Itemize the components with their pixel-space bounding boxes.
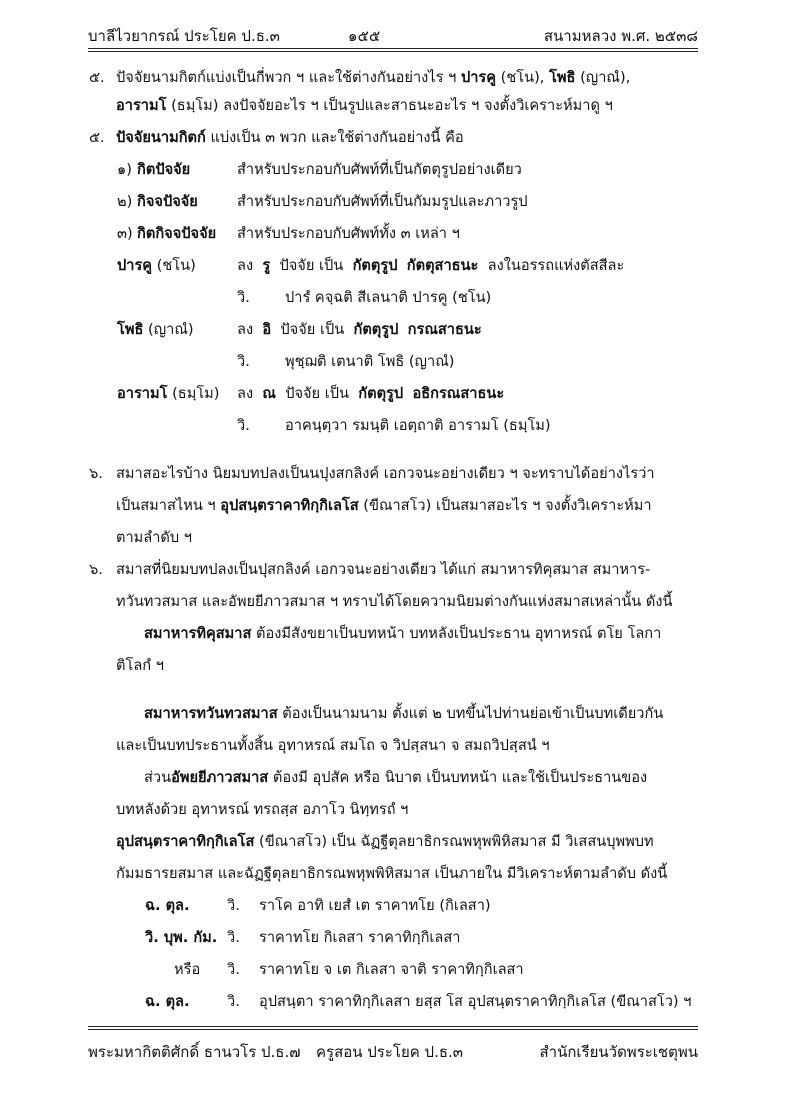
a6-para-3 bbox=[144, 768, 647, 788]
row-tag: หรือ bbox=[174, 961, 201, 978]
a6-para-2-cont bbox=[116, 736, 550, 756]
a5-number: ๕. bbox=[89, 129, 105, 146]
item-desc: สำหรับประกอบกับศัพท์ที่เป็นกัตตุรูปอย่างเดียว bbox=[237, 161, 522, 178]
a5-word-2 bbox=[117, 320, 482, 340]
word: โพธิ bbox=[117, 321, 144, 338]
a5-title: ปัจจัยนามกิตก์ bbox=[116, 129, 206, 146]
word-gloss: (ชโน) bbox=[156, 257, 196, 274]
vi-label: วิ. bbox=[237, 289, 250, 306]
a6-number: ๖. bbox=[89, 561, 103, 578]
a5-line-1 bbox=[89, 128, 464, 148]
q6-term: อุปสนฺตราคาทิกฺกิเลโส bbox=[220, 497, 359, 514]
samasa-name: สมาหารทิคุสมาส bbox=[144, 625, 252, 642]
vi-label: วิ. bbox=[227, 993, 240, 1010]
label: ปัจจัย เป็น bbox=[285, 385, 349, 402]
a6-para-4-cont bbox=[116, 864, 667, 884]
a6-para-4 bbox=[116, 832, 654, 852]
footer-left: พระมหากิตติศักดิ์ ธานวโร ป.ธ.๗ bbox=[88, 1043, 301, 1061]
q5-term: อารามโ bbox=[116, 97, 167, 114]
a6-line-1 bbox=[89, 560, 651, 580]
q6-text: ตามลำดับ ฯ bbox=[116, 529, 193, 546]
sadhana: อธิกรณสาธนะ bbox=[412, 385, 505, 402]
q5-line-2 bbox=[116, 96, 613, 116]
a5-word-1 bbox=[117, 256, 625, 276]
sadhana: กัตตุสาธนะ bbox=[406, 257, 479, 274]
a6-para-1 bbox=[144, 624, 661, 644]
a6-text: บทหลังด้วย อุทาหรณ์ ทรถสฺส อภาโว นิทฺทรถํ ฯ bbox=[116, 801, 409, 818]
suffix: อิ bbox=[262, 321, 272, 338]
a5-word-1-vigraha bbox=[237, 288, 492, 308]
item-name: กิตปัจจัย bbox=[137, 161, 191, 178]
word-gloss: (ญาณํ) bbox=[148, 321, 194, 338]
vi-label: วิ. bbox=[237, 353, 250, 370]
a5-item-1 bbox=[117, 160, 522, 180]
a6-text: กัมมธารยสมาส และฉัฏฐีตุลยาธิกรณพหุพพิหิสมาส เป็นภายใน มีวิเคราะห์ตามลำดับ ดังนี้ bbox=[116, 865, 668, 882]
page-number: ๑๕๕ bbox=[348, 27, 381, 45]
a6-para-3-cont bbox=[116, 800, 408, 820]
a6-line-2 bbox=[116, 592, 673, 612]
rupa: กัตตุรูป bbox=[352, 257, 398, 274]
item-name: กิตกิจจปัจจัย bbox=[137, 225, 217, 242]
q6-line-3 bbox=[116, 528, 192, 548]
vigraha-text: ราโค อาทิ เยสํ เต ราคาทโย (กิเลสา) bbox=[259, 897, 491, 914]
item-desc: สำหรับประกอบกับศัพท์ทั้ง ๓ เหล่า ฯ bbox=[237, 225, 460, 242]
a6-row-1 bbox=[145, 896, 491, 916]
word: ปารคู bbox=[117, 257, 153, 274]
word: อารามโ bbox=[117, 385, 168, 402]
vigraha-text: ราคาทโย กิเลสา ราคาทิกฺกิเลสา bbox=[259, 929, 461, 946]
a6-row-3 bbox=[174, 960, 524, 980]
samasa-name: อัพยยีภาวสมาส bbox=[171, 769, 269, 786]
a6-term: อุปสนฺตราคาทิกฺกิเลโส bbox=[116, 833, 255, 850]
q6-text: (ขีณาสโว) เป็นสมาสอะไร ฯ จงตั้งวิเคราะห์มา bbox=[363, 497, 652, 514]
vigraha-text: พุชฺฌติ เตนาติ โพธิ (ญาณํ) bbox=[285, 353, 455, 370]
vi-label: วิ. bbox=[227, 961, 240, 978]
q5-number: ๕. bbox=[89, 69, 105, 86]
a6-text: ต้องมี อุปสัค หรือ นิบาต เป็นบทหน้า และใช้เป็นประธานของ bbox=[272, 769, 648, 786]
vigraha-text: ปารํ คจฺฉติ สีเลนาติ ปารคู (ชโน) bbox=[285, 289, 492, 306]
a5-item-3 bbox=[117, 224, 460, 244]
a5-word-3-vigraha bbox=[237, 416, 551, 436]
samasa-name: สมาหารทวันทวสมาส bbox=[144, 705, 278, 722]
label: ลง bbox=[237, 257, 254, 274]
a6-text: ติโลกํ ฯ bbox=[116, 657, 164, 674]
item-number: ๑) bbox=[117, 161, 132, 178]
suffix: รู bbox=[262, 257, 271, 274]
q5-gloss: (ญาณํ), bbox=[580, 69, 631, 86]
a5-item-2 bbox=[117, 192, 528, 212]
sadhana: กรณสาธนะ bbox=[407, 321, 482, 338]
row-tag: ฉ. ตุล. bbox=[145, 993, 190, 1010]
vi-label: วิ. bbox=[227, 929, 240, 946]
item-name: กิจจปัจจัย bbox=[137, 193, 198, 210]
rupa: กัตตุรูป bbox=[353, 321, 399, 338]
label: ปัจจัย เป็น bbox=[279, 257, 344, 274]
vi-label: วิ. bbox=[237, 417, 250, 434]
item-desc: สำหรับประกอบกับศัพท์ที่เป็นกัมมรูปและภาวรูป bbox=[237, 193, 528, 210]
rupa: กัตตุรูป bbox=[358, 385, 404, 402]
a6-para-1-cont bbox=[116, 656, 164, 676]
footer-rule bbox=[88, 1026, 698, 1027]
q6-text: เป็นสมาสไหน ฯ bbox=[116, 497, 216, 514]
vigraha-text: ราคาทโย จ เต กิเลสา จาติ ราคาทิกฺกิเลสา bbox=[259, 961, 524, 978]
q5-term: โพธิ bbox=[549, 69, 576, 86]
a5-text: แบ่งเป็น ๓ พวก และใช้ต่างกันอย่างนี้ คือ bbox=[210, 129, 464, 146]
footer-center: ครูสอน ประโยค ป.ธ.๓ bbox=[316, 1043, 464, 1061]
q6-line-1 bbox=[89, 464, 655, 484]
a6-text: สมาสที่นิยมบทปลงเป็นปุสกลิงค์ เอกวจนะอย่างเดียว ได้แก่ สมาหารทิคุสมาส สมาหาร- bbox=[116, 561, 651, 578]
vigraha-text: อาคนฺตฺวา รมนฺติ เอตฺถาติ อารามโ (ธมฺโม) bbox=[285, 417, 551, 434]
row-tag: ฉ. ตุล. bbox=[145, 897, 190, 914]
item-number: ๒) bbox=[117, 193, 133, 210]
q5-text: (ธมฺโม) ลงปัจจัยอะไร ฯ เป็นรูปและสาธนะอะไร ฯ จงตั้งวิเคราะห์มาดู ฯ bbox=[171, 97, 613, 114]
q6-number: ๖. bbox=[89, 465, 103, 482]
vigraha-text: อุปสนฺตา ราคาทิกฺกิเลสา ยสฺส โส อุปสนฺตราคาทิกฺกิเลโส (ขีณาสโว) ฯ bbox=[259, 993, 692, 1010]
word-gloss: (ธมฺโม) bbox=[172, 385, 220, 402]
header-right: สนามหลวง พ.ศ. ๒๕๓๘ bbox=[543, 27, 698, 45]
a5-word-3 bbox=[117, 384, 505, 404]
a6-text: และเป็นบทประธานทั้งสิ้น อุทาหรณ์ สมโถ จ วิปสฺสนา จ สมถวิปสฺสนํ ฯ bbox=[116, 737, 550, 754]
a5-word-2-vigraha bbox=[237, 352, 455, 372]
row-tag: วิ. บุพ. กัม. bbox=[145, 929, 218, 946]
a6-row-2 bbox=[145, 928, 461, 948]
q6-line-2 bbox=[116, 496, 652, 516]
vi-label: วิ. bbox=[227, 897, 240, 914]
a6-text: (ขีณาสโว) เป็น ฉัฏฐีตุลยาธิกรณพหุพพิหิสมาส มี วิเสสนบุพพบท bbox=[259, 833, 654, 850]
item-number: ๓) bbox=[117, 225, 133, 242]
label: ลง bbox=[237, 321, 254, 338]
label: ปัจจัย เป็น bbox=[280, 321, 345, 338]
a6-text: ต้องมีสังขยาเป็นบทหน้า บทหลังเป็นประธาน อุทาหรณ์ ตโย โลกา bbox=[256, 625, 662, 642]
q5-line-1 bbox=[89, 68, 631, 88]
label: ลง bbox=[237, 385, 254, 402]
q5-term: ปารคู bbox=[460, 69, 497, 86]
a6-para-2 bbox=[144, 704, 663, 724]
q5-text: ปัจจัยนามกิตก์แบ่งเป็นกี่พวก ฯ และใช้ต่างกันอย่างไร ฯ bbox=[116, 69, 457, 86]
q6-text: สมาสอะไรบ้าง นิยมบทปลงเป็นนปุงสกลิงค์ เอกวจนะอย่างเดียว ฯ จะทราบได้อย่างไรว่า bbox=[116, 465, 655, 482]
a6-text: ทวันทวสมาส และอัพยยีภาวสมาส ฯ ทราบได้โดยความนิยมต่างกันแห่งสมาสเหล่านั้น ดังนี้ bbox=[116, 593, 673, 610]
a6-row-4 bbox=[145, 992, 692, 1012]
a6-text: ส่วน bbox=[144, 769, 172, 786]
header-left: บาลีไวยากรณ์ ประโยค ป.ธ.๓ bbox=[88, 27, 280, 45]
footer-right: สำนักเรียนวัดพระเชตุพน bbox=[539, 1043, 698, 1061]
a6-text: ต้องเป็นนามนาม ตั้งแต่ ๒ บทขึ้นไปท่านย่อเข้าเป็นบทเดียวกัน bbox=[282, 705, 664, 722]
tail: ลงในอรรถแห่งตัสสีละ bbox=[487, 257, 625, 274]
q5-gloss: (ชโน), bbox=[500, 69, 545, 86]
footer-rule-2 bbox=[88, 1029, 698, 1030]
suffix: ณ bbox=[262, 385, 276, 402]
